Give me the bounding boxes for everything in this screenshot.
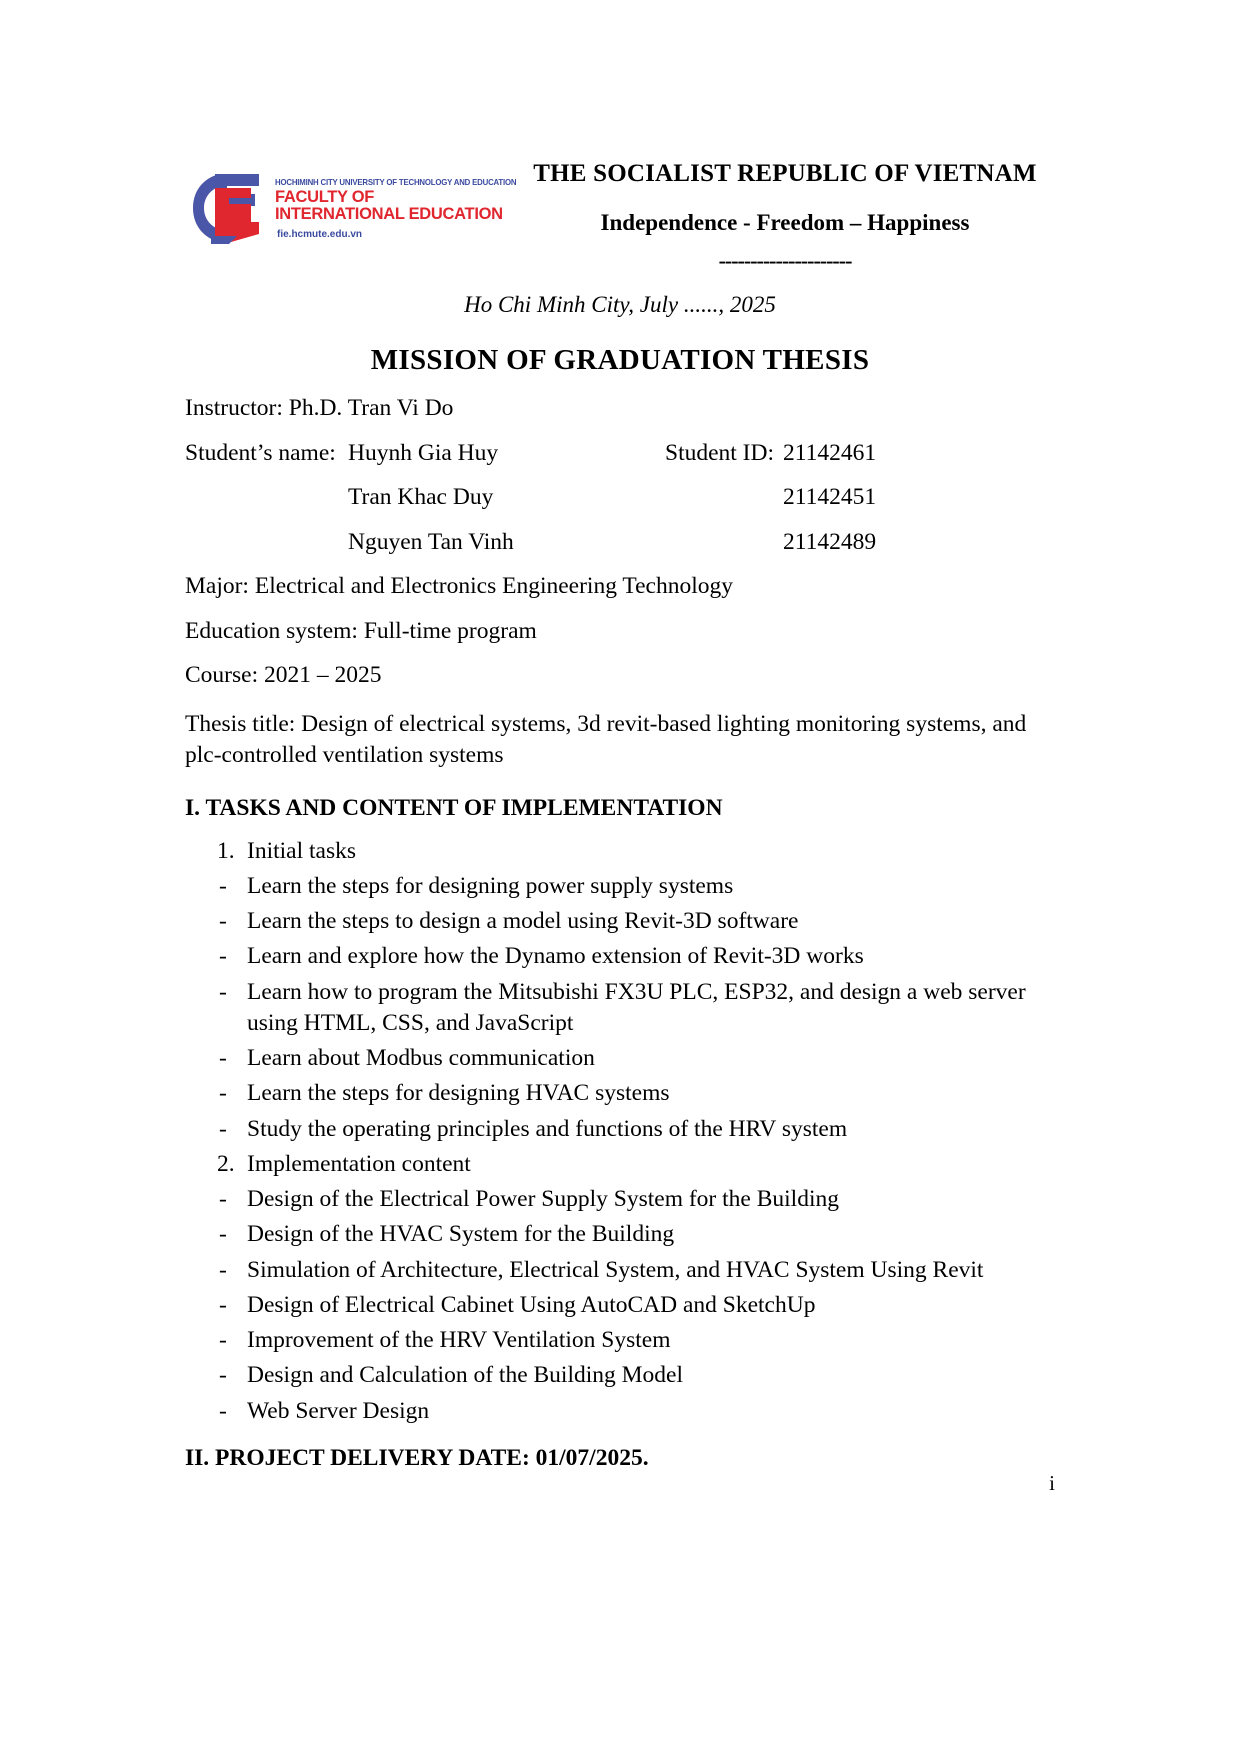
task-item-text: Simulation of Architecture, Electrical System, and HVAC System Using Revit: [247, 1256, 984, 1283]
task-list-item: [185, 1360, 1055, 1391]
student-row: [185, 439, 1055, 466]
task-item-marker: -: [219, 908, 227, 935]
task-list-item: [185, 1219, 1055, 1250]
task-list-item: [185, 906, 1055, 937]
student-name-value: Tran Khac Duy: [348, 484, 494, 510]
task-list-item: [185, 941, 1055, 972]
task-item-marker: -: [219, 943, 227, 970]
task-item-marker: -: [219, 1080, 227, 1107]
task-item-marker: -: [219, 1256, 227, 1283]
logo-website-url: fie.hcmute.edu.vn: [277, 229, 363, 241]
task-item-text: Study the operating principles and functions of the HRV system: [247, 1115, 848, 1142]
student-id-value: 21142451: [783, 484, 877, 510]
task-item-text: Web Server Design: [247, 1397, 430, 1424]
task-list: [185, 836, 1055, 1427]
task-item-text: Design of the Electrical Power Supply System for the Building: [247, 1186, 839, 1213]
motto-divider: ---------------------: [718, 248, 852, 273]
logo-faculty-line-1: FACULTY OF: [275, 187, 375, 206]
task-item-text: Learn the steps for designing power supply systems: [247, 872, 734, 899]
task-item-text: Learn how to program the Mitsubishi FX3U PLC, ESP32, and design a web server using HTML, CSS, and JavaScript: [247, 978, 1026, 1036]
instructor-line: Instructor: Ph.D. Tran Vi Do: [185, 395, 454, 421]
task-item-text: Learn and explore how the Dynamo extension of Revit-3D works: [247, 943, 864, 970]
course-line: Course: 2021 – 2025: [185, 662, 382, 688]
task-item-text: Improvement of the HRV Ventilation System: [247, 1327, 671, 1354]
task-list-item: [185, 1184, 1055, 1215]
thesis-info-block: [185, 397, 1055, 771]
section-one-heading: I. TASKS AND CONTENT OF IMPLEMENTATION: [185, 794, 723, 821]
task-item-marker: 2.: [217, 1150, 235, 1177]
task-list-item: [185, 977, 1055, 1040]
student-name-label: Student’s name:: [185, 439, 336, 466]
student-row: [185, 486, 1055, 510]
task-item-marker: -: [219, 1362, 227, 1389]
task-item-marker: -: [219, 872, 227, 899]
education-system-line: Education system: Full-time program: [185, 617, 537, 644]
university-logo-block: [185, 150, 515, 244]
task-list-item: [185, 836, 1055, 867]
task-list-item: [185, 1325, 1055, 1356]
task-list-item: [185, 1043, 1055, 1074]
task-item-marker: 1.: [217, 837, 235, 864]
task-list-item: [185, 1078, 1055, 1109]
hcmute-logo-icon: [185, 172, 271, 244]
page-title: MISSION OF GRADUATION THESIS: [370, 344, 870, 376]
logo-text-block: [275, 172, 537, 240]
student-id-label: Student ID:: [665, 439, 775, 466]
task-item-marker: -: [219, 1327, 227, 1354]
task-item-marker: -: [219, 978, 227, 1005]
task-list-item: [185, 871, 1055, 902]
logo-university-line: HOCHIMINH CITY UNIVERSITY OF TECHNOLOGY AND EDUCATION: [275, 177, 517, 187]
student-name-value: Huynh Gia Huy: [348, 439, 499, 466]
task-list-item: [185, 1114, 1055, 1145]
place-and-date: Ho Chi Minh City, July ......, 2025: [464, 292, 776, 317]
student-name-value: Nguyen Tan Vinh: [348, 528, 514, 555]
document-header: [185, 150, 1055, 273]
section-two-heading: II. PROJECT DELIVERY DATE: 01/07/2025.: [185, 1444, 649, 1471]
national-header: [515, 150, 1055, 272]
task-item-text: Design and Calculation of the Building Model: [247, 1362, 683, 1389]
task-item-marker: -: [219, 1115, 227, 1142]
thesis-title-line: Thesis title: Design of electrical systems, 3d revit-based lighting monitoring systems, and plc-controlled ventilation systems: [185, 710, 1027, 768]
task-item-text: Learn the steps to design a model using Revit-3D software: [247, 908, 799, 935]
task-item-text: Implementation content: [247, 1150, 471, 1177]
task-item-text: Learn the steps for designing HVAC systems: [247, 1080, 670, 1107]
task-list-item: [185, 1290, 1055, 1321]
major-line: Major: Electrical and Electronics Engineering Technology: [185, 573, 734, 599]
student-id-value: 21142461: [783, 439, 877, 466]
task-item-text: Initial tasks: [247, 837, 356, 864]
task-list-item: [185, 1255, 1055, 1286]
student-id-value: 21142489: [783, 528, 877, 555]
student-row: [185, 528, 1055, 555]
task-list-item: [185, 1396, 1055, 1427]
task-item-text: Learn about Modbus communication: [247, 1045, 595, 1072]
task-item-text: Design of Electrical Cabinet Using AutoCAD and SketchUp: [247, 1291, 816, 1318]
task-item-text: Design of the HVAC System for the Building: [247, 1221, 675, 1248]
task-item-marker: -: [219, 1291, 227, 1318]
nation-motto: Independence - Freedom – Happiness: [600, 210, 970, 235]
task-item-marker: -: [219, 1221, 227, 1248]
logo-faculty-line-2: INTERNATIONAL EDUCATION: [275, 205, 503, 224]
task-item-marker: -: [219, 1186, 227, 1213]
nation-title: THE SOCIALIST REPUBLIC OF VIETNAM: [533, 160, 1037, 187]
task-list-item: [185, 1149, 1055, 1180]
task-item-marker: -: [219, 1397, 227, 1424]
task-item-marker: -: [219, 1045, 227, 1072]
page-number: i: [1049, 1471, 1055, 1495]
